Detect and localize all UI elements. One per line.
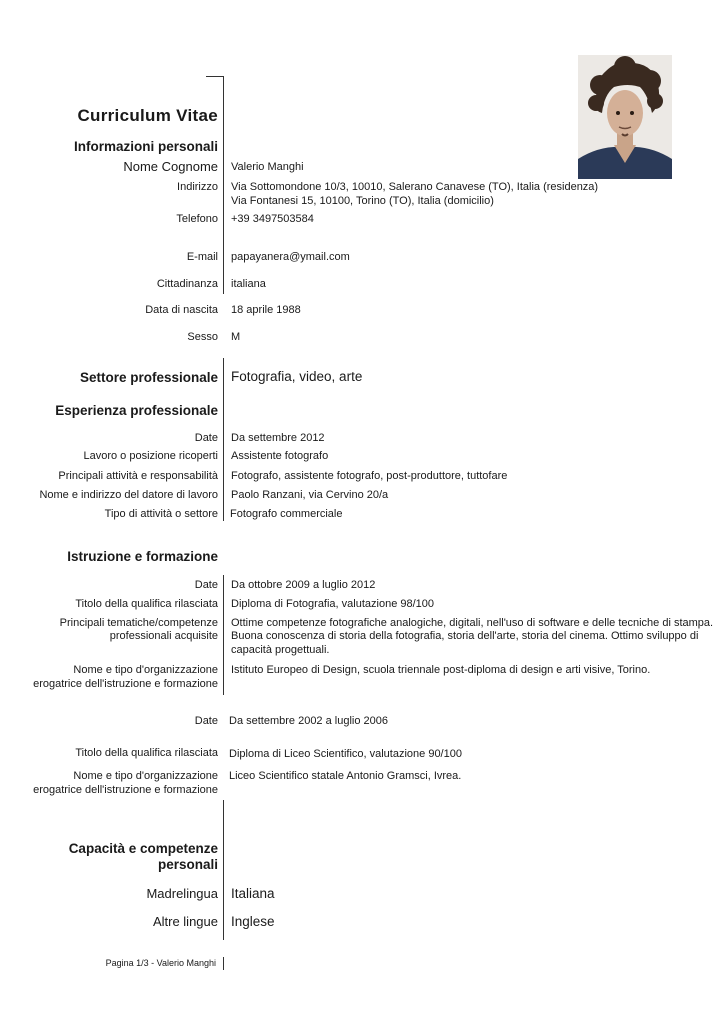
divider-line — [223, 800, 224, 940]
mother-tongue-value: Italiana — [231, 886, 275, 901]
birth-label: Data di nascita — [145, 304, 218, 316]
page-footer: Pagina 1/3 - Valerio Manghi — [105, 958, 216, 968]
address-line-2: Via Fontanesi 15, 10100, Torino (TO), Italia (domicilio) — [231, 195, 494, 207]
other-languages-label: Altre lingue — [152, 914, 218, 929]
edu2-date-value: Da settembre 2002 a luglio 2006 — [229, 715, 388, 727]
edu1-org-value: Istituto Europeo di Design, scuola triennale post-diploma di design e arti visive, Torino. — [231, 664, 651, 676]
edu2-qualification-value: Diploma di Liceo Scientifico, valutazione 90/100 — [229, 748, 462, 760]
experience-heading: Esperienza professionale — [55, 403, 218, 418]
page-title: Curriculum Vitae — [77, 106, 218, 125]
corner-tick — [206, 76, 223, 77]
edu2-qualification-label: Titolo della qualifica rilasciata — [75, 747, 218, 759]
phone-label: Telefono — [176, 213, 218, 225]
skills-heading: Capacità e competenze — [68, 841, 218, 856]
skills-heading: personali — [157, 857, 218, 872]
footer-divider — [223, 957, 224, 970]
edu1-skills-line-1: Ottime competenze fotografiche analogiche, digitali, nell'uso di software e delle tecniche di stampa. — [231, 617, 714, 629]
divider-line — [223, 76, 224, 294]
activity-sector-value: Fotografo commerciale — [230, 508, 343, 520]
edu1-skills-label: Principali tematiche/competenze — [59, 617, 218, 629]
edu2-org-label: Nome e tipo d'organizzazione — [73, 770, 218, 782]
activities-value: Fotografo, assistente fotografo, post-produttore, tuttofare — [231, 470, 508, 482]
edu1-date-label: Date — [194, 579, 218, 591]
address-label: Indirizzo — [177, 181, 218, 193]
edu1-qualification-value: Diploma di Fotografia, valutazione 98/100 — [231, 598, 435, 610]
profile-photo — [578, 55, 672, 179]
edu1-qualification-label: Titolo della qualifica rilasciata — [75, 598, 218, 610]
activity-sector-label: Tipo di attività o settore — [104, 508, 218, 520]
sector-heading: Settore professionale — [79, 370, 218, 385]
phone-value: +39 3497503584 — [231, 213, 314, 225]
education-heading: Istruzione e formazione — [67, 549, 218, 564]
divider-line — [223, 575, 224, 695]
personal-info-heading: Informazioni personali — [73, 139, 218, 154]
edu1-date-value: Da ottobre 2009 a luglio 2012 — [231, 579, 376, 591]
name-value: Valerio Manghi — [231, 161, 304, 173]
other-languages-value: Inglese — [231, 914, 275, 929]
edu1-org-label: Nome e tipo d'organizzazione — [73, 664, 218, 676]
position-value: Assistente fotografo — [231, 450, 329, 462]
sex-value: M — [231, 331, 241, 343]
citizenship-value: italiana — [231, 278, 266, 290]
experience-date-value: Da settembre 2012 — [231, 432, 325, 444]
position-label: Lavoro o posizione ricoperti — [83, 450, 218, 462]
email-label: E-mail — [186, 251, 218, 263]
edu2-date-label: Date — [194, 715, 218, 727]
employer-value: Paolo Ranzani, via Cervino 20/a — [231, 489, 389, 501]
edu2-org-value: Liceo Scientifico statale Antonio Gramsci, Ivrea. — [229, 770, 462, 782]
name-label: Nome Cognome — [123, 159, 218, 174]
edu1-skills-label: professionali acquisite — [109, 630, 218, 642]
employer-label: Nome e indirizzo del datore di lavoro — [39, 489, 218, 501]
email-value: papayanera@ymail.com — [231, 251, 350, 263]
sector-value: Fotografia, video, arte — [231, 369, 363, 384]
edu1-skills-line-3: capacità progettuali. — [231, 644, 330, 656]
citizenship-label: Cittadinanza — [156, 278, 218, 290]
edu1-org-label: erogatrice dell'istruzione e formazione — [33, 678, 218, 690]
birth-value: 18 aprile 1988 — [231, 304, 301, 316]
experience-date-label: Date — [194, 432, 218, 444]
address-line-1: Via Sottomondone 10/3, 10010, Salerano Canavese (TO), Italia (residenza) — [231, 181, 599, 193]
edu2-org-label: erogatrice dell'istruzione e formazione — [33, 784, 218, 796]
mother-tongue-label: Madrelingua — [146, 886, 218, 901]
sex-label: Sesso — [187, 331, 218, 343]
edu1-skills-line-2: Buona conoscenza di storia della fotografia, storia dell'arte, storia del cinema. Ottimo sviluppo di — [231, 630, 699, 642]
divider-line — [223, 358, 224, 521]
activities-label: Principali attività e responsabilità — [58, 470, 218, 482]
